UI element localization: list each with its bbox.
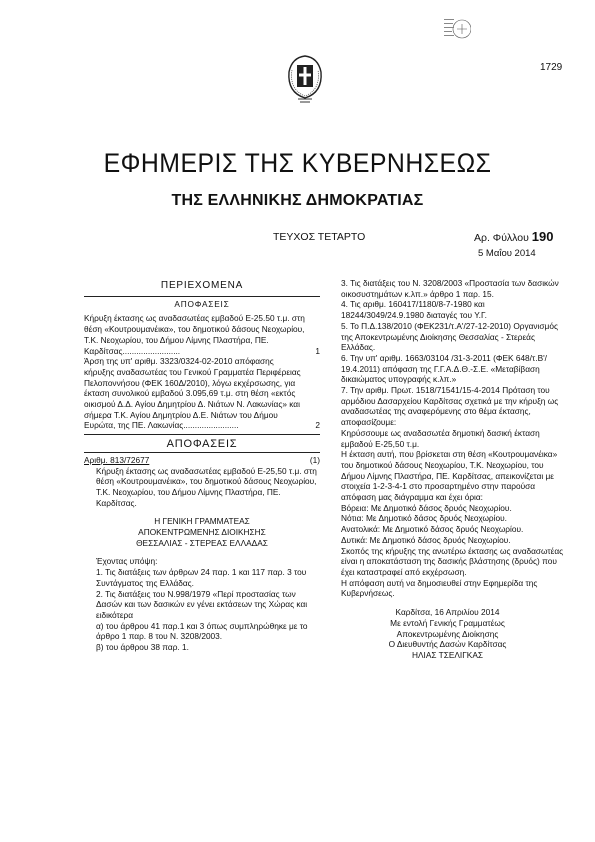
divider xyxy=(84,452,320,453)
toc-entry-page: 1 xyxy=(315,345,320,356)
sheet-number xyxy=(474,229,553,244)
right-item: 5. Το Π.Δ.138/2010 (ΦΕΚ231/τ.Α'/27-12-2010) Οργανισμός της Αποκεντρωμένης Διοίκησης Θεσσαλίας - Στερεάς Ελλάδας. xyxy=(341,320,558,353)
signature-line: Με εντολή Γενικής Γραμματέως xyxy=(390,617,505,628)
right-item: Κηρύσσουμε ως αναδασωτέα δημοτική δασική έκταση εμβαδού Ε-25,50 τ.μ. xyxy=(341,427,540,449)
issue-date: 5 Μαΐου 2014 xyxy=(478,248,536,259)
coat-of-arms-emblem xyxy=(286,54,324,108)
right-item: Η απόφαση αυτή να δημοσιευθεί στην Εφημερίδα της Κυβερνήσεως. xyxy=(341,577,538,599)
toc-entry-text: Κήρυξη έκτασης ως αναδασωτέας εμβαδού Ε-25.50 τ.μ. στη θέση «Κουτρουμανέικα», του δημοτικού δάσους Νεοχωρίου, Τ.Κ. Νεοχωρίου, του Δήμου Λίμνης Πλαστήρα, ΠΕ. Καρδίτσας......................... xyxy=(84,313,305,356)
decision-ref: Αριθμ. 813/72677 xyxy=(84,454,150,465)
left-item: 2. Τις διατάξεις του Ν.998/1979 «Περί προστασίας των Δασών και των δασικών εν γένει εκτάσεων της Χώρας και ειδικότερα xyxy=(96,588,308,620)
contents-heading: ΠΕΡΙΕΧΟΜΕΝΑ xyxy=(160,280,244,291)
toc-entry-page: 2 xyxy=(315,420,320,431)
boundary-east: Ανατολικά: Με Δημοτικό δάσος δρυός Νεοχωρίου. xyxy=(341,524,524,535)
toc-entry xyxy=(84,356,320,431)
decision-ref-no: (1) xyxy=(309,454,320,465)
boundary-north: Βόρεια: Με Δημοτικό δάσος δρυός Νεοχωρίου. xyxy=(341,502,512,513)
divider xyxy=(84,296,320,297)
sheet-no: 190 xyxy=(531,229,554,244)
left-item: β) του άρθρου 38 παρ. 1. xyxy=(96,642,189,653)
sheet-label: Αρ. Φύλλου xyxy=(474,232,529,244)
toc-entry-text: Άρση της υπ' αριθμ. 3323/0324-02-2010 απόφασης κήρυξης αναδασωτέας του Γενικού Γραμματέα Περιφέρειας Πελοποννήσου (ΦΕΚ 160Δ/2010), λόγω εκχέρσωσης, για έκταση συνολικού εμβαδού 3.095,69 τ.μ. στη θέση «εκτός οικισμού Δ.Δ. Αγίου Δημητρίου Δ. Νιάτων Ν. Λακωνίας» και σήμερα Τ.Κ. Αγίου Δημητρίου Δ.Ε. Νιάτων του Δήμου Ευρώτα, της ΠΕ. Λακωνίας........................ xyxy=(84,356,301,431)
signature-line: Αποκεντρωμένης Διοίκησης xyxy=(396,628,499,639)
boundary-south: Νότια: Με Δημοτικό δάσος δρυός Νεοχωρίου. xyxy=(341,513,507,524)
left-item: 1. Τις διατάξεις των άρθρων 24 παρ. 1 και 117 παρ. 3 του Συντάγματος της Ελλάδας. xyxy=(96,567,307,588)
right-item: 3. Τις διατάξεις του Ν. 3208/2003 «Προστασία των δασικών οικοσυστημάτων κ.λπ.» άρθρο 1 παρ. 15. xyxy=(341,278,559,299)
gazette-subtitle: ΤΗΣ ΕΛΛΗΝΙΚΗΣ ΔΗΜΟΚΡΑΤΙΑΣ xyxy=(171,192,424,209)
boundary-west: Δυτικά: Με Δημοτικό δάσος δρυός Νεοχωρίου. xyxy=(341,534,511,545)
gazette-title: ΕΦΗΜΕΡΙΣ ΤΗΣ ΚΥΒΕΡΝΗΣΕΩΣ xyxy=(103,148,492,178)
contents-section: ΑΠΟΦΑΣΕΙΣ xyxy=(174,298,230,309)
divider xyxy=(84,434,320,435)
right-item: 6. Την υπ' αριθμ. 1663/03104 /31-3-2011 (ΦΕΚ 648/τ.Β'/ 19.4.2011) απόφαση της Γ.Γ.Α.Δ.Θ.-Σ.Ε. «Μεταβίβαση δικαιώματος υπογραφής κ.λπ.» xyxy=(341,352,547,385)
right-item: 4. Τις αριθμ. 160417/1180/8-7-1980 και 18244/3049/24.9.1980 διαταγές του Υ.Γ. xyxy=(341,299,487,321)
signatory-name: ΗΛΙΑΣ ΤΣΕΛΙΓΚΑΣ xyxy=(411,649,483,660)
right-item: Σκοπός της κήρυξης της ανωτέρω έκτασης ως αναδασωτέας είναι η αποκατάσταση της δασικής βλάστησης (δρυός) που έχει καταστραφεί από εκχέρσωση. xyxy=(341,545,564,577)
left-item: α) του άρθρου 41 παρ.1 και 3 όπως συμπληρώθηκε με το άρθρο 1 παρ. 8 του Ν. 3208/2003. xyxy=(96,620,308,642)
left-column xyxy=(84,281,320,653)
authority-line: ΑΠΟΚΕΝΤΡΩΜΕΝΗΣ ΔΙΟΙΚΗΣΗΣ xyxy=(138,527,266,538)
decision-ref-row xyxy=(84,455,320,466)
right-column xyxy=(329,278,566,661)
printing-office-seal-icon xyxy=(443,16,471,42)
page-number: 1729 xyxy=(540,62,563,73)
issue-label: ΤΕΥΧΟΣ ΤΕΤΑΡΤΟ xyxy=(273,231,366,243)
right-item: 7. Την αριθμ. Πρωτ. 1518/71541/15-4-2014 Πρόταση του αρμόδιου Δασαρχείου Καρδίτσας σχετικά με την κήρυξη ως αναδασωτέας της αναφερόμενης στο θέμα έκτασης, αποφασίζουμε: xyxy=(341,385,559,428)
signature-place-date: Καρδίτσα, 16 Απριλίου 2014 xyxy=(395,607,500,618)
decisions-heading: ΑΠΟΦΑΣΕΙΣ xyxy=(166,438,238,451)
right-item: Η έκταση αυτή, που βρίσκεται στη θέση «Κουτρουμανέικα» του δημοτικού δάσους Νεοχωρίου, Τ.Κ. Νεοχωρίου, του Δήμου Λίμνης Πλαστήρα, ΠΕ. Καρδίτσας, απεικονίζεται με στοιχεία 1-2-3-4-1 στο προσαρτημένο στην παρούσα απόφαση μας διάγραμμα και έχει όρια: xyxy=(341,449,558,503)
decision-lead: Κήρυξη έκτασης ως αναδασωτέας εμβαδού Ε-25,50 τ.μ. στη θέση «Κουτρουμανέικα», του δημοτικού δάσους Νεοχωρίου, Τ.Κ. Νεοχωρίου, του Δήμου Λίμνης Πλαστήρα, ΠΕ. Καρδίτσας. xyxy=(96,465,317,508)
authority-line: ΘΕΣΣΑΛΙΑΣ - ΣΤΕΡΕΑΣ ΕΛΛΑΔΑΣ xyxy=(136,537,268,548)
authority-line: Η ΓΕΝΙΚΗ ΓΡΑΜΜΑΤΕΑΣ xyxy=(154,516,250,527)
toc-entry xyxy=(84,313,320,356)
signature-line: Ο Διευθυντής Δασών Καρδίτσας xyxy=(388,639,507,650)
considering-label: Έχοντας υπόψη: xyxy=(96,556,158,567)
